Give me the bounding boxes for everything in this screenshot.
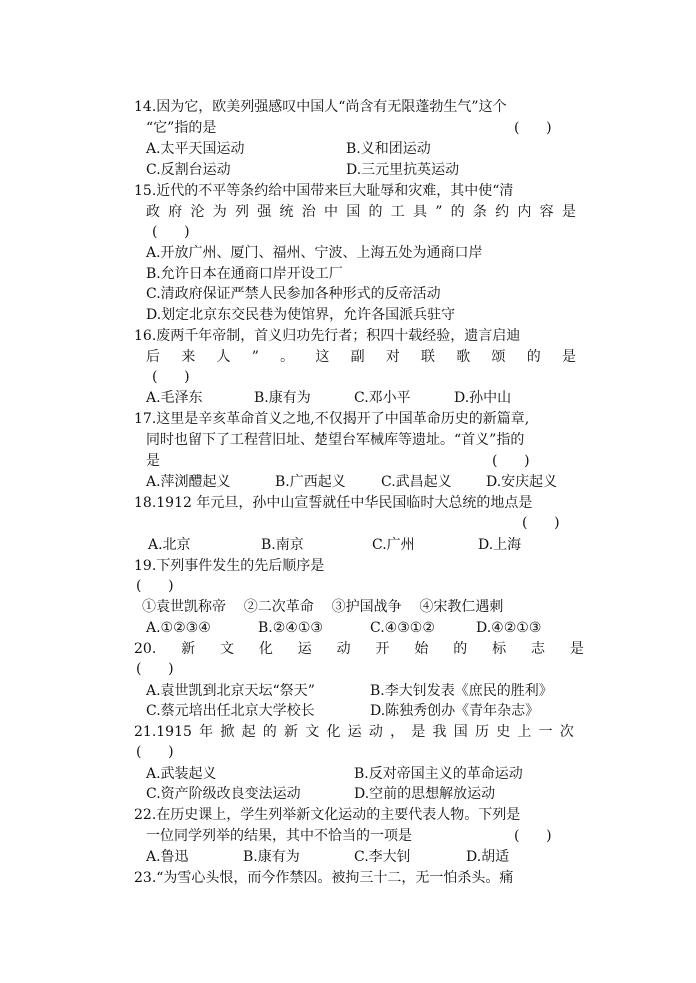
q17-stem-line3: 是 xyxy=(146,453,160,469)
q22-option-b: B.康有为 xyxy=(243,849,300,865)
q16-stem-line1: 16.废两千年帝制，首义归功先行者；积四十载经验，遗言启迪 xyxy=(134,328,521,344)
q19-option-c: C.④③①② xyxy=(370,620,435,636)
q16-option-a: A.毛泽东 xyxy=(146,390,203,406)
q17-stem-line2: 同时也留下了工程营旧址、楚望台军械库等遗址。“首义”指的 xyxy=(146,432,525,448)
q21-stem-line1: 21.1915 年 掀 起 的 新 文 化 运 动 ， 是 我 国 历 史 上 一 次 xyxy=(134,724,574,740)
q14-stem-line1: 14.因为它，欧美列强感叹中国人“尚含有无限蓬勃生气”这个 xyxy=(134,99,507,115)
q21-answer-paren: ( ) xyxy=(136,744,174,760)
q22-option-c: C.李大钊 xyxy=(354,849,411,865)
q20-option-c: C.蔡元培出任北京大学校长 xyxy=(146,703,315,719)
q19-option-a: A.①②③④ xyxy=(146,620,211,636)
q17-option-b: B.广西起义 xyxy=(275,474,346,490)
q21-option-c: C.资产阶级改良变法运动 xyxy=(146,786,301,802)
q17-option-c: C.武昌起义 xyxy=(381,474,452,490)
q18-option-c: C.广州 xyxy=(372,537,415,553)
q15-option-a: A.开放广州、厦门、福州、宁波、上海五处为通商口岸 xyxy=(146,245,483,261)
q21-option-a: A.武装起义 xyxy=(146,766,217,782)
q22-option-d: D.胡适 xyxy=(466,849,510,865)
q22-stem-line1: 22.在历史课上，学生列举新文化运动的主要代表人物。下列是 xyxy=(134,807,521,823)
q20-stem-line1: 20. 新 文 化 运 动 开 始 的 标 志 是 xyxy=(134,641,584,657)
q20-option-d: D.陈独秀创办《青年杂志》 xyxy=(370,703,540,719)
q19-event-list: ①袁世凯称帝 ②二次革命 ③护国战争 ④宋教仁遇刺 xyxy=(142,599,504,615)
q15-stem-line2: 政 府 沦 为 列 强 统 治 中 国 的 工 具 ” 的 条 约 内 容 是 xyxy=(146,204,576,220)
q21-option-b: B.反对帝国主义的革命运动 xyxy=(354,766,523,782)
q18-option-b: B.南京 xyxy=(261,537,304,553)
q14-option-b: B.义和团运动 xyxy=(346,141,431,157)
q19-option-b: B.②④①③ xyxy=(258,620,323,636)
q22-answer-paren: ( ) xyxy=(514,828,552,844)
q23-stem-line1: 23.“为雪心头恨，而今作禁囚。被拘三十二，无一怕杀头。痛 xyxy=(134,870,514,886)
q19-option-d: D.④②①③ xyxy=(476,620,542,636)
q20-option-a: A.袁世凯到北京天坛“祭天” xyxy=(146,683,315,699)
q15-option-c: C.清政府保证严禁人民参加各种形式的反帝活动 xyxy=(146,286,441,302)
q14-answer-paren: ( ) xyxy=(514,120,552,136)
q16-option-c: C.邓小平 xyxy=(354,390,411,406)
q14-stem-line2: “它”指的是 xyxy=(146,120,217,136)
q19-answer-paren: ( ) xyxy=(136,578,174,594)
q16-answer-paren: ( ) xyxy=(152,369,190,385)
q15-stem-line1: 15.近代的不平等条约给中国带来巨大耻辱和灾难，其中使“清 xyxy=(134,183,514,199)
q16-option-d: D.孙中山 xyxy=(454,390,512,406)
q22-stem-line2: 一位同学列举的结果，其中不恰当的一项是 xyxy=(146,828,412,844)
q17-stem-line1: 17.这里是辛亥革命首义之地,不仅揭开了中国革命历史的新篇章, xyxy=(134,411,530,427)
q20-answer-paren: ( ) xyxy=(136,661,174,677)
q17-option-a: A.萍浏醴起义 xyxy=(146,474,231,490)
q16-option-b: B.康有为 xyxy=(254,390,311,406)
q18-stem-line1: 18.1912 年元旦，孙中山宣誓就任中华民国临时大总统的地点是 xyxy=(134,495,533,511)
q16-stem-line2: 后 来 人 ” 。 这 副 对 联 歌 颂 的 是 xyxy=(146,349,576,365)
q14-option-a: A.太平天国运动 xyxy=(146,141,245,157)
q19-stem-line1: 19.下列事件发生的先后顺序是 xyxy=(134,558,325,574)
q15-option-d: D.划定北京东交民巷为使馆界，允许各国派兵驻守 xyxy=(146,307,456,323)
q21-option-d: D.空前的思想解放运动 xyxy=(354,786,496,802)
q18-answer-paren: ( ) xyxy=(522,515,560,531)
q20-option-b: B.李大钊发表《庶民的胜利》 xyxy=(370,683,553,699)
q15-option-b: B.允许日本在通商口岸开设工厂 xyxy=(146,266,343,282)
q18-option-a: A.北京 xyxy=(148,537,191,553)
q17-option-d: D.安庆起义 xyxy=(486,474,558,490)
q17-answer-paren: ( ) xyxy=(492,453,530,469)
q18-option-d: D.上海 xyxy=(478,537,522,553)
q22-option-a: A.鲁迅 xyxy=(146,849,189,865)
q14-option-d: D.三元里抗英运动 xyxy=(346,162,460,178)
q14-option-c: C.反割台运动 xyxy=(146,162,231,178)
q15-answer-paren: ( ) xyxy=(152,224,190,240)
